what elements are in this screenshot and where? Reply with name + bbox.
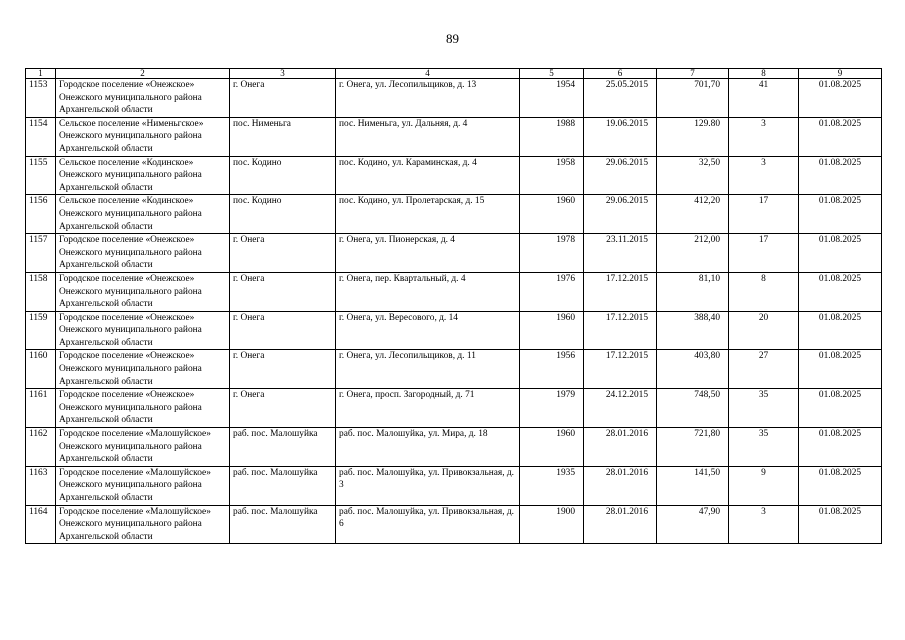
row-number: 1161: [26, 389, 56, 428]
year-built: 1960: [520, 195, 584, 234]
resettlement-deadline: 01.08.2025: [799, 117, 882, 156]
settlement-name: Городское поселение «Малошуйское» Онежского муниципального района Архангельской области: [56, 505, 230, 544]
emergency-date: 19.06.2015: [584, 117, 657, 156]
residents-count: 8: [729, 272, 799, 311]
year-built: 1960: [520, 428, 584, 467]
year-built: 1956: [520, 350, 584, 389]
emergency-date: 28.01.2016: [584, 428, 657, 467]
residents-count: 20: [729, 311, 799, 350]
table-row: [26, 272, 882, 311]
locality: раб. пос. Малошуйка: [230, 466, 336, 505]
table-row: [26, 311, 882, 350]
address: раб. пос. Малошуйка, ул. Привокзальная, д. 6: [336, 505, 520, 544]
resettlement-deadline: 01.08.2025: [799, 272, 882, 311]
address: пос. Кодино, ул. Караминская, д. 4: [336, 156, 520, 195]
row-number: 1156: [26, 195, 56, 234]
row-number: 1154: [26, 117, 56, 156]
area-value: 81,10: [657, 272, 729, 311]
settlement-name: Городское поселение «Онежское» Онежского муниципального района Архангельской области: [56, 389, 230, 428]
emergency-date: 23.11.2015: [584, 234, 657, 273]
address: пос. Нименьга, ул. Дальняя, д. 4: [336, 117, 520, 156]
locality: г. Онега: [230, 389, 336, 428]
residents-count: 3: [729, 117, 799, 156]
table-row: [26, 505, 882, 544]
row-number: 1153: [26, 79, 56, 118]
settlement-name: Сельское поселение «Нименьгское» Онежского муниципального района Архангельской области: [56, 117, 230, 156]
row-number: 1155: [26, 156, 56, 195]
area-value: 141,50: [657, 466, 729, 505]
address: пос. Кодино, ул. Пролетарская, д. 15: [336, 195, 520, 234]
year-built: 1976: [520, 272, 584, 311]
emergency-date: 29.06.2015: [584, 195, 657, 234]
settlement-name: Городское поселение «Онежское» Онежского муниципального района Архангельской области: [56, 311, 230, 350]
address: г. Онега, ул. Лесопильщиков, д. 11: [336, 350, 520, 389]
resettlement-deadline: 01.08.2025: [799, 350, 882, 389]
area-value: 701,70: [657, 79, 729, 118]
column-number: 9: [799, 69, 882, 79]
locality: г. Онега: [230, 272, 336, 311]
residents-count: 17: [729, 195, 799, 234]
table-row: [26, 79, 882, 118]
settlement-name: Городское поселение «Онежское» Онежского муниципального района Архангельской области: [56, 79, 230, 118]
residents-count: 3: [729, 156, 799, 195]
address: г. Онега, пер. Квартальный, д. 4: [336, 272, 520, 311]
year-built: 1960: [520, 311, 584, 350]
column-number: 5: [520, 69, 584, 79]
resettlement-deadline: 01.08.2025: [799, 195, 882, 234]
residents-count: 3: [729, 505, 799, 544]
row-number: 1157: [26, 234, 56, 273]
column-number: 7: [657, 69, 729, 79]
emergency-date: 28.01.2016: [584, 466, 657, 505]
row-number: 1160: [26, 350, 56, 389]
emergency-date: 25.05.2015: [584, 79, 657, 118]
year-built: 1988: [520, 117, 584, 156]
table-row: [26, 156, 882, 195]
settlement-name: Городское поселение «Малошуйское» Онежского муниципального района Архангельской области: [56, 466, 230, 505]
emergency-date: 29.06.2015: [584, 156, 657, 195]
address: г. Онега, просп. Загородный, д. 71: [336, 389, 520, 428]
locality: раб. пос. Малошуйка: [230, 505, 336, 544]
column-number: 1: [26, 69, 56, 79]
settlement-name: Сельское поселение «Кодинское» Онежского муниципального района Архангельской области: [56, 195, 230, 234]
row-number: 1159: [26, 311, 56, 350]
locality: г. Онега: [230, 311, 336, 350]
residents-count: 41: [729, 79, 799, 118]
year-built: 1900: [520, 505, 584, 544]
emergency-date: 17.12.2015: [584, 350, 657, 389]
locality: пос. Нименьга: [230, 117, 336, 156]
housing-registry-table: [25, 68, 882, 544]
row-number: 1162: [26, 428, 56, 467]
area-value: 412,20: [657, 195, 729, 234]
settlement-name: Сельское поселение «Кодинское» Онежского муниципального района Архангельской области: [56, 156, 230, 195]
address: раб. пос. Малошуйка, ул. Мира, д. 18: [336, 428, 520, 467]
settlement-name: Городское поселение «Онежское» Онежского муниципального района Архангельской области: [56, 272, 230, 311]
residents-count: 35: [729, 389, 799, 428]
area-value: 748,50: [657, 389, 729, 428]
address: г. Онега, ул. Пионерская, д. 4: [336, 234, 520, 273]
column-number-row: [26, 69, 882, 79]
residents-count: 27: [729, 350, 799, 389]
resettlement-deadline: 01.08.2025: [799, 311, 882, 350]
address: г. Онега, ул. Лесопильщиков, д. 13: [336, 79, 520, 118]
page-number: 89: [446, 31, 459, 46]
locality: раб. пос. Малошуйка: [230, 428, 336, 467]
settlement-name: Городское поселение «Онежское» Онежского муниципального района Архангельской области: [56, 350, 230, 389]
resettlement-deadline: 01.08.2025: [799, 156, 882, 195]
table-row: [26, 234, 882, 273]
resettlement-deadline: 01.08.2025: [799, 505, 882, 544]
table-row: [26, 428, 882, 467]
column-number: 3: [230, 69, 336, 79]
table-row: [26, 466, 882, 505]
settlement-name: Городское поселение «Малошуйское» Онежского муниципального района Архангельской области: [56, 428, 230, 467]
table-row: [26, 350, 882, 389]
year-built: 1935: [520, 466, 584, 505]
emergency-date: 24.12.2015: [584, 389, 657, 428]
locality: г. Онега: [230, 79, 336, 118]
area-value: 388,40: [657, 311, 729, 350]
year-built: 1958: [520, 156, 584, 195]
year-built: 1978: [520, 234, 584, 273]
table-row: [26, 195, 882, 234]
resettlement-deadline: 01.08.2025: [799, 389, 882, 428]
row-number: 1164: [26, 505, 56, 544]
locality: пос. Кодино: [230, 195, 336, 234]
area-value: 32,50: [657, 156, 729, 195]
column-number: 2: [56, 69, 230, 79]
locality: пос. Кодино: [230, 156, 336, 195]
area-value: 721,80: [657, 428, 729, 467]
locality: г. Онега: [230, 234, 336, 273]
resettlement-deadline: 01.08.2025: [799, 428, 882, 467]
emergency-date: 17.12.2015: [584, 311, 657, 350]
area-value: 129.80: [657, 117, 729, 156]
residents-count: 17: [729, 234, 799, 273]
locality: г. Онега: [230, 350, 336, 389]
area-value: 403,80: [657, 350, 729, 389]
address: раб. пос. Малошуйка, ул. Привокзальная, д. 3: [336, 466, 520, 505]
resettlement-deadline: 01.08.2025: [799, 79, 882, 118]
column-number: 4: [336, 69, 520, 79]
area-value: 47,90: [657, 505, 729, 544]
emergency-date: 17.12.2015: [584, 272, 657, 311]
year-built: 1954: [520, 79, 584, 118]
table-row: [26, 389, 882, 428]
resettlement-deadline: 01.08.2025: [799, 234, 882, 273]
year-built: 1979: [520, 389, 584, 428]
residents-count: 35: [729, 428, 799, 467]
emergency-date: 28.01.2016: [584, 505, 657, 544]
row-number: 1158: [26, 272, 56, 311]
area-value: 212,00: [657, 234, 729, 273]
resettlement-deadline: 01.08.2025: [799, 466, 882, 505]
residents-count: 9: [729, 466, 799, 505]
table-row: [26, 117, 882, 156]
settlement-name: Городское поселение «Онежское» Онежского муниципального района Архангельской области: [56, 234, 230, 273]
row-number: 1163: [26, 466, 56, 505]
column-number: 6: [584, 69, 657, 79]
address: г. Онега, ул. Вересового, д. 14: [336, 311, 520, 350]
column-number: 8: [729, 69, 799, 79]
